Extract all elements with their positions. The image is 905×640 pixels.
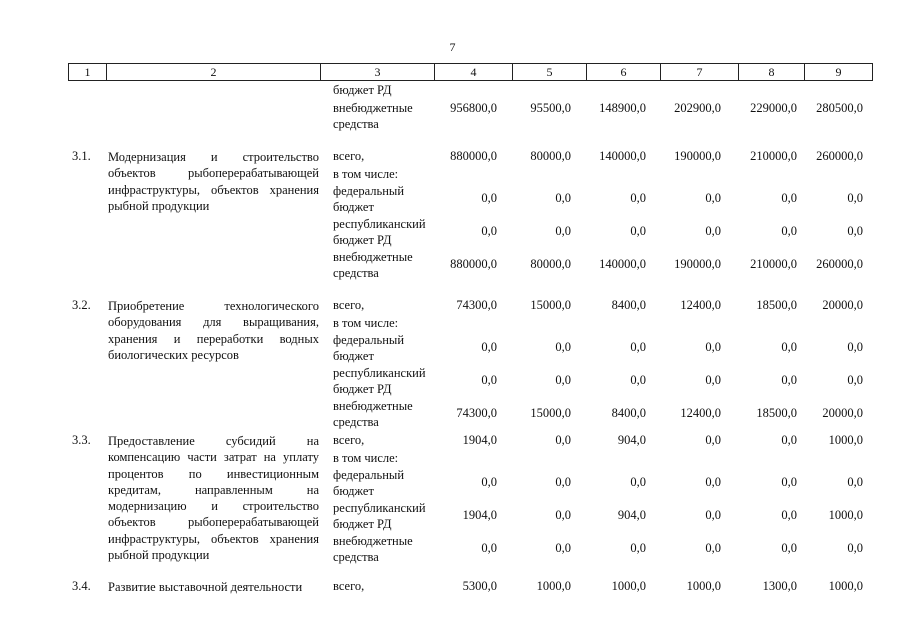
value-cell: 0,0 [555, 433, 571, 447]
value-cell: 95500,0 [530, 101, 571, 115]
column-header-1: 1 [69, 64, 107, 81]
value-cell: 0,0 [705, 433, 721, 447]
value-cell: 12400,0 [680, 406, 721, 420]
value-cell: 148900,0 [599, 101, 646, 115]
value-cell: 0,0 [705, 541, 721, 555]
value-cell: 5300,0 [462, 579, 497, 593]
column-header-4: 4 [435, 64, 513, 81]
source-label: республиканский бюджет РД [333, 217, 426, 247]
value-cell: 0,0 [847, 373, 863, 387]
value-cell: 18500,0 [756, 406, 797, 420]
value-cell: 0,0 [847, 541, 863, 555]
value-cell: 880000,0 [450, 149, 497, 163]
value-cell: 0,0 [481, 340, 497, 354]
value-cell: 0,0 [630, 340, 646, 354]
value-cell: 0,0 [630, 373, 646, 387]
source-label: всего, [333, 149, 365, 163]
column-header-8: 8 [739, 64, 805, 81]
value-cell: 0,0 [630, 541, 646, 555]
value-cell: 80000,0 [530, 149, 571, 163]
value-cell: 0,0 [705, 508, 721, 522]
value-cell: 0,0 [781, 508, 797, 522]
value-cell: 0,0 [781, 433, 797, 447]
value-cell: 0,0 [481, 541, 497, 555]
value-cell: 202900,0 [674, 101, 721, 115]
value-cell: 0,0 [705, 191, 721, 205]
column-header-9: 9 [805, 64, 873, 81]
value-cell: 1000,0 [828, 579, 863, 593]
source-label: в том числе: [333, 451, 399, 465]
page-number: 7 [449, 40, 456, 54]
value-cell: 0,0 [705, 340, 721, 354]
source-label: внебюджетные средства [333, 534, 413, 564]
value-cell: 210000,0 [750, 257, 797, 271]
value-cell: 0,0 [630, 475, 646, 489]
source-label: всего, [333, 298, 365, 312]
value-cell: 0,0 [630, 191, 646, 205]
value-cell: 0,0 [555, 508, 571, 522]
value-cell: 0,0 [555, 541, 571, 555]
value-cell: 0,0 [781, 191, 797, 205]
source-label: республиканский бюджет РД [333, 501, 426, 531]
source-label: федеральный бюджет [333, 184, 405, 214]
column-header-3: 3 [321, 64, 435, 81]
value-cell: 15000,0 [530, 298, 571, 312]
value-cell: 0,0 [481, 191, 497, 205]
value-cell: 0,0 [781, 340, 797, 354]
value-cell: 190000,0 [674, 149, 721, 163]
value-cell: 260000,0 [816, 149, 863, 163]
value-cell: 140000,0 [599, 149, 646, 163]
value-cell: 1000,0 [611, 579, 646, 593]
source-label: внебюджетные средства [333, 101, 413, 131]
value-cell: 280500,0 [816, 101, 863, 115]
source-label: внебюджетные средства [333, 399, 413, 429]
value-cell: 8400,0 [611, 406, 646, 420]
source-label: внебюджетные средства [333, 250, 413, 280]
column-header-6: 6 [587, 64, 661, 81]
source-label: в том числе: [333, 167, 399, 181]
value-cell: 0,0 [705, 373, 721, 387]
value-cell: 8400,0 [611, 298, 646, 312]
column-header-7: 7 [661, 64, 739, 81]
value-cell: 15000,0 [530, 406, 571, 420]
value-cell: 1904,0 [462, 508, 497, 522]
value-cell: 0,0 [781, 224, 797, 238]
source-label: в том числе: [333, 316, 399, 330]
value-cell: 0,0 [847, 475, 863, 489]
value-cell: 0,0 [555, 191, 571, 205]
item-name: Предоставление субсидий на компенсацию части затрат на уплату процентов по инвестиционным кредитам, направленным на модернизацию и строительство объектов рыбоперерабатывающей инфраструктуры, объектов хранения рыбной продукции [108, 434, 319, 563]
item-code: 3.4. [72, 579, 91, 593]
value-cell: 0,0 [555, 475, 571, 489]
value-cell: 80000,0 [530, 257, 571, 271]
value-cell: 880000,0 [450, 257, 497, 271]
value-cell: 20000,0 [822, 406, 863, 420]
item-code: 3.1. [72, 149, 91, 163]
item-name: Развитие выставочной деятельности [108, 580, 303, 594]
value-cell: 0,0 [847, 340, 863, 354]
value-cell: 0,0 [781, 541, 797, 555]
value-cell: 0,0 [781, 373, 797, 387]
value-cell: 74300,0 [456, 406, 497, 420]
source-label: республиканский бюджет РД [333, 366, 426, 396]
value-cell: 20000,0 [822, 298, 863, 312]
column-header-table [68, 63, 873, 81]
value-cell: 18500,0 [756, 298, 797, 312]
value-cell: 0,0 [847, 191, 863, 205]
value-cell: 0,0 [555, 340, 571, 354]
value-cell: 956800,0 [450, 101, 497, 115]
value-cell: 12400,0 [680, 298, 721, 312]
value-cell: 0,0 [781, 475, 797, 489]
value-cell: 0,0 [555, 224, 571, 238]
source-label: федеральный бюджет [333, 468, 405, 498]
value-cell: 1000,0 [536, 579, 571, 593]
value-cell: 74300,0 [456, 298, 497, 312]
value-cell: 904,0 [617, 508, 646, 522]
item-name: Модернизация и строительство объектов рыбоперерабатывающей инфраструктуры, объектов хранения рыбной продукции [108, 150, 319, 213]
value-cell: 0,0 [481, 224, 497, 238]
value-cell: 1000,0 [828, 433, 863, 447]
value-cell: 0,0 [705, 475, 721, 489]
item-code: 3.2. [72, 298, 91, 312]
value-cell: 0,0 [847, 224, 863, 238]
value-cell: 1904,0 [462, 433, 497, 447]
value-cell: 0,0 [481, 475, 497, 489]
item-code: 3.3. [72, 433, 91, 447]
source-label: бюджет РД [333, 83, 392, 97]
value-cell: 0,0 [630, 224, 646, 238]
column-header-5: 5 [513, 64, 587, 81]
value-cell: 904,0 [617, 433, 646, 447]
column-header-row [69, 64, 873, 81]
value-cell: 1000,0 [828, 508, 863, 522]
item-name: Приобретение технологического оборудования для выращивания, хранения и переработки водных биологических ресурсов [108, 299, 319, 362]
value-cell: 0,0 [555, 373, 571, 387]
value-cell: 190000,0 [674, 257, 721, 271]
source-label: всего, [333, 579, 365, 593]
column-header-2: 2 [107, 64, 321, 81]
source-label: федеральный бюджет [333, 333, 405, 363]
value-cell: 0,0 [481, 373, 497, 387]
value-cell: 210000,0 [750, 149, 797, 163]
source-label: всего, [333, 433, 365, 447]
value-cell: 260000,0 [816, 257, 863, 271]
value-cell: 229000,0 [750, 101, 797, 115]
value-cell: 140000,0 [599, 257, 646, 271]
value-cell: 0,0 [705, 224, 721, 238]
value-cell: 1300,0 [762, 579, 797, 593]
value-cell: 1000,0 [686, 579, 721, 593]
